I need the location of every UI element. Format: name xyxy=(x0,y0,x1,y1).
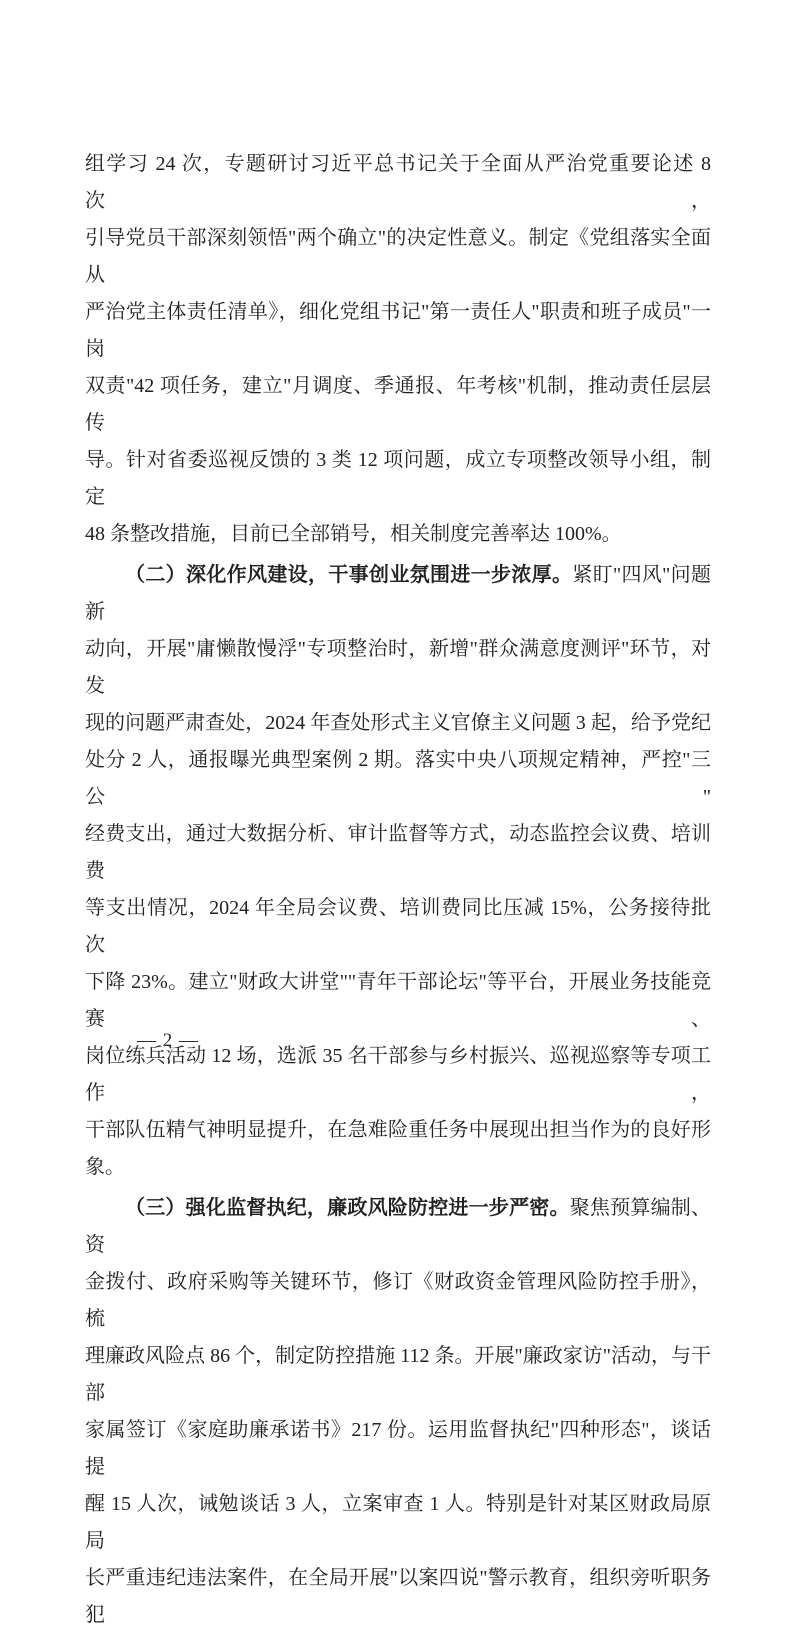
body-text: 长严重违纪违法案件，在全局开展"以案四说"警示教育，组织旁听职务犯 xyxy=(85,1567,711,1626)
text-line xyxy=(85,1412,711,1486)
text-line xyxy=(85,742,711,816)
page-number-footer: — 2 — xyxy=(137,1030,199,1051)
body-text: 金拨付、政府采购等关键环节，修订《财政资金管理风险防控手册》，梳 xyxy=(85,1271,711,1330)
text-line xyxy=(85,964,711,1038)
text-line xyxy=(85,1149,711,1186)
body-text: 岗位练兵活动 12 场，选派 35 名干部参与乡村振兴、巡视巡察等专项工作， xyxy=(85,1045,711,1104)
body-text: 引导党员干部深刻领悟"两个确立"的决定性意义。制定《党组落实全面从 xyxy=(85,227,711,286)
body-text: 下降 23%。建立"财政大讲堂""青年干部论坛"等平台，开展业务技能竞赛、 xyxy=(85,971,711,1030)
body-text: 紧盯"四风"问题新 xyxy=(85,564,712,623)
text-line xyxy=(85,1190,711,1264)
text-line xyxy=(85,146,711,220)
body-text: 48 条整改措施，目前已全部销号，相关制度完善率达 100%。 xyxy=(85,523,622,545)
text-line xyxy=(85,442,711,516)
text-line xyxy=(85,1112,711,1149)
text-line xyxy=(85,368,711,442)
text-line xyxy=(85,557,711,631)
text-line xyxy=(85,294,711,368)
body-text: 干部队伍精气神明显提升，在急难险重任务中展现出担当作为的良好形 xyxy=(85,1119,711,1141)
document-body xyxy=(85,146,711,1634)
text-line xyxy=(85,705,711,742)
body-text: 聚焦预算编制、资 xyxy=(85,1197,712,1256)
text-line xyxy=(85,1560,711,1634)
body-text: 经费支出，通过大数据分析、审计监督等方式，动态监控会议费、培训费 xyxy=(85,823,711,882)
body-text: 组学习 24 次，专题研讨习近平总书记关于全面从严治党重要论述 8 次， xyxy=(85,153,711,212)
text-line xyxy=(85,220,711,294)
paragraph xyxy=(85,1190,711,1634)
body-text: 理廉政风险点 86 个，制定防控措施 112 条。开展"廉政家访"活动，与干部 xyxy=(85,1345,711,1404)
text-line xyxy=(85,816,711,890)
text-line xyxy=(85,1338,711,1412)
body-text: 动向，开展"庸懒散慢浮"专项整治时，新增"群众满意度测评"环节，对发 xyxy=(85,638,711,697)
body-text: 现的问题严肃查处，2024 年查处形式主义官僚主义问题 3 起，给予党纪 xyxy=(85,712,711,734)
body-text: 象。 xyxy=(85,1156,125,1178)
body-text: 醒 15 人次，诫勉谈话 3 人，立案审查 1 人。特别是针对某区财政局原局 xyxy=(85,1493,711,1552)
body-text: 双责"42 项任务，建立"月调度、季通报、年考核"机制，推动责任层层传 xyxy=(85,375,711,434)
text-line xyxy=(85,1486,711,1560)
body-text: 严治党主体责任清单》，细化党组书记"第一责任人"职责和班子成员"一岗 xyxy=(85,301,711,360)
body-text: 家属签订《家庭助廉承诺书》217 份。运用监督执纪"四种形态"，谈话提 xyxy=(85,1419,711,1478)
body-text: 处分 2 人，通报曝光典型案例 2 期。落实中央八项规定精神，严控"三公" xyxy=(85,749,711,808)
paragraph xyxy=(85,146,711,553)
text-line xyxy=(85,631,711,705)
text-line xyxy=(85,1264,711,1338)
text-line xyxy=(85,516,711,553)
section-heading-text: （三）强化监督执纪，廉政风险防控进一步严密。 xyxy=(125,1197,570,1219)
body-text: 等支出情况，2024 年全局会议费、培训费同比压减 15%，公务接待批次 xyxy=(85,897,711,956)
section-heading-text: （二）深化作风建设，干事创业氛围进一步浓厚。 xyxy=(125,564,573,586)
body-text: 导。针对省委巡视反馈的 3 类 12 项问题，成立专项整改领导小组，制定 xyxy=(85,449,711,508)
paragraph xyxy=(85,557,711,1186)
text-line xyxy=(85,890,711,964)
